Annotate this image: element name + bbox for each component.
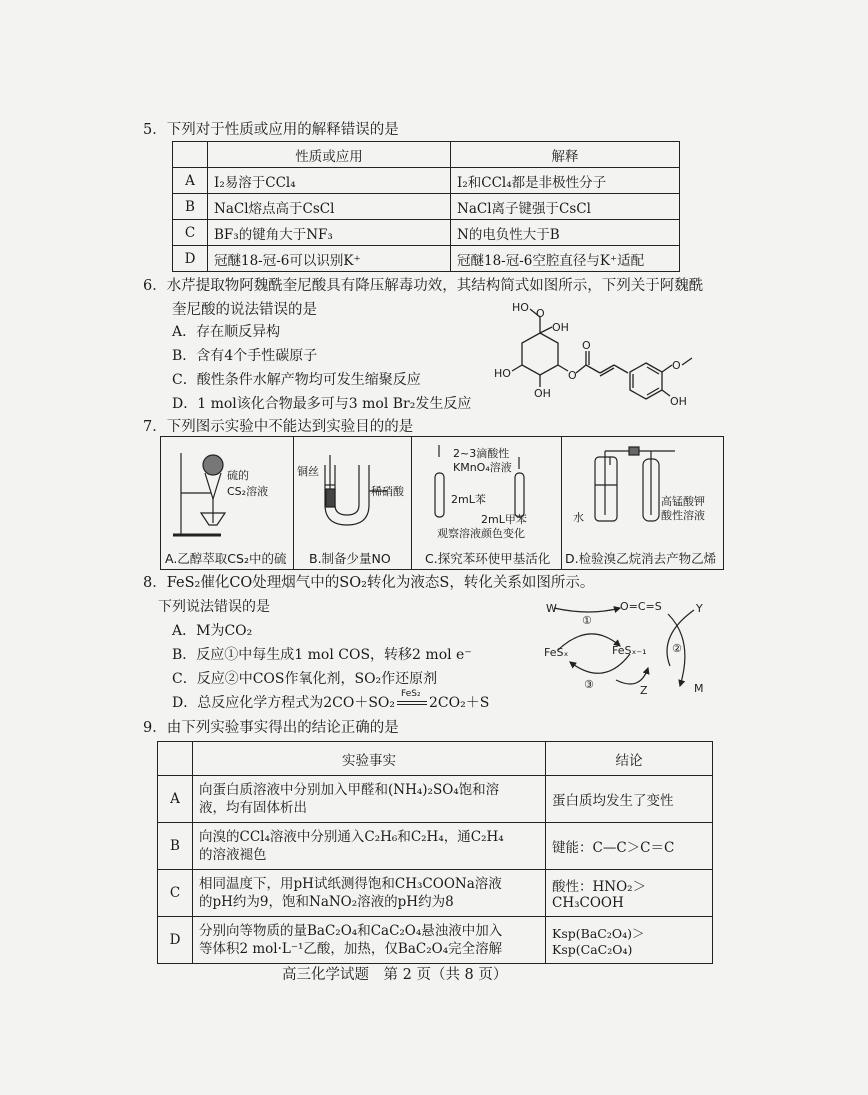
q6-label-o-carbonyl: O: [582, 339, 591, 352]
q6-stem-line2: 奎尼酸的说法错误的是: [172, 302, 317, 318]
q7-c-label1: 2~3滴酸性: [453, 447, 510, 460]
q7-figure-box: [160, 436, 724, 570]
q8-diagram-r3: ③: [584, 678, 594, 691]
q6-quinic-ring: [522, 333, 558, 375]
q6-label-ho-left: HO: [494, 367, 511, 380]
q7-a-label1: 硫的: [227, 469, 249, 482]
q5-row-d-opt: D: [173, 246, 208, 272]
q7-panel-c: [411, 437, 562, 569]
q6-benzene-ring: [630, 363, 662, 399]
q8-diagram-fesx1: FeSₓ₋₁: [612, 644, 647, 657]
q5-header-prop: 性质或应用: [208, 142, 451, 168]
q6-option-d: D．1 mol该化合物最多可与3 mol Br₂发生反应: [172, 396, 472, 412]
q9-row-d-opt: D: [158, 917, 193, 964]
separatory-funnel-icon: [171, 443, 231, 543]
q7-a-caption: A.乙醇萃取CS₂中的硫: [165, 551, 287, 566]
q6-label-ho-top: HO: [512, 301, 529, 314]
q8-option-d-arrow: [395, 689, 429, 712]
q9-row-c-concl: 酸性：HNO₂＞CH₃COOH: [546, 870, 713, 917]
q5-row-c-opt: C: [173, 220, 208, 246]
q6-label-oh-right: OH: [670, 395, 687, 408]
q6-label-oh1: OH: [552, 321, 569, 334]
q7-c-label3: 2mL苯: [451, 493, 486, 506]
q9-header-opt: [158, 742, 193, 776]
q7-d-label2: 高锰酸钾: [661, 495, 705, 508]
q7-panel-d: [561, 437, 723, 569]
q9-header-fact: 实验事实: [193, 742, 546, 776]
q6-label-ome: O: [672, 359, 681, 372]
q8-diagram-ocs: O=C=S: [620, 600, 662, 613]
q5-row-a-opt: A: [173, 168, 208, 194]
q9-row-b-opt: B: [158, 823, 193, 870]
q9-stem: 9．由下列实验事实得出的结论正确的是: [143, 720, 399, 736]
q7-b-label2: 稀硝酸: [371, 485, 404, 498]
q5-stem: 5．下列对于性质或应用的解释错误的是: [143, 122, 399, 138]
q6-option-c: C．酸性条件水解产物均可发生缩聚反应: [172, 372, 421, 388]
q5-row-d-prop: 冠醚18-冠-6可以识别K⁺: [208, 246, 451, 272]
q5-row-a-expl: I₂和CCl₄都是非极性分子: [451, 168, 680, 194]
q7-b-caption: B.制备少量NO: [309, 551, 391, 566]
q6-option-b: B．含有4个手性碳原子: [172, 348, 318, 364]
q8-option-d-catalyst: FeS₂: [401, 689, 421, 699]
q5-row-b-opt: B: [173, 194, 208, 220]
q7-panel-b: [293, 437, 412, 569]
q6-label-oh-bottom: OH: [534, 387, 551, 400]
q5-row-c-expl: N的电负性大于B: [451, 220, 680, 246]
q5-row-b-expl: NaCl离子键强于CsCl: [451, 194, 680, 220]
q5-header-expl: 解释: [451, 142, 680, 168]
q5-row-b-prop: NaCl熔点高于CsCl: [208, 194, 451, 220]
q9-row-b-fact1: 向溴的CCl₄溶液中分别通入C₂H₆和C₂H₄，通C₂H₄: [199, 829, 504, 845]
q9-row-d-concl: Ksp(BaC₂O₄)＞Ksp(CaC₂O₄): [546, 917, 713, 964]
q7-c-label2: KMnO₄溶液: [453, 461, 512, 474]
q6-stem-line1: 6．水芹提取物阿魏酰奎尼酸具有降压解毒功效，其结构简式如图所示，下列关于阿魏酰: [143, 278, 704, 294]
q7-d-caption: D.检验溴乙烷消去产物乙烯: [565, 551, 717, 566]
q7-panel-a: [161, 437, 294, 569]
q8-sub: 下列说法错误的是: [158, 599, 270, 615]
q8-diagram-y: Y: [696, 602, 703, 615]
q6-label-o-top: O: [536, 307, 545, 320]
q7-b-label1: 铜丝: [297, 465, 319, 478]
q5-table: [172, 141, 680, 272]
q5-header-opt: [173, 142, 208, 168]
q7-d-label1: 水: [573, 511, 584, 524]
q7-stem: 7．下列图示实验中不能达到实验目的的是: [143, 419, 414, 435]
q5-row-c-prop: BF₃的键角大于NF₃: [208, 220, 451, 246]
q9-row-c-fact1: 相同温度下，用pH试纸测得饱和CH₃COONa溶液: [199, 876, 502, 892]
page-footer: 高三化学试题 第 2 页（共 8 页）: [282, 967, 508, 983]
q8-stem: 8．FeS₂催化CO处理烟气中的SO₂转化为液态S，转化关系如图所示。: [143, 575, 595, 591]
q8-diagram-m: M: [694, 682, 704, 695]
q5-row-a-prop: I₂易溶于CCl₄: [208, 168, 451, 194]
q9-row-a-concl: 蛋白质均发生了变性: [546, 776, 713, 823]
q9-header-concl: 结论: [546, 742, 713, 776]
q9-row-c-fact2: 的pH约为9，饱和NaNO₂溶液的pH约为8: [199, 894, 454, 910]
q9-row-b-fact2: 的溶液褪色: [199, 847, 267, 863]
q8-option-b: B．反应①中每生成1 mol COS，转移2 mol e⁻: [172, 647, 472, 663]
q8-diagram-w: W: [546, 602, 557, 615]
q9-row-d-fact1: 分别向等物质的量BaC₂O₄和CaC₂O₄悬浊液中加入: [199, 923, 503, 939]
q8-option-d-end: 2CO₂＋S: [429, 695, 490, 711]
q8-diagram-r1: ①: [582, 614, 592, 627]
q8-option-a: A．M为CO₂: [172, 623, 253, 639]
q8-option-c: C．反应②中COS作氧化剂，SO₂作还原剂: [172, 671, 438, 687]
q7-a-label2: CS₂溶液: [227, 485, 269, 498]
q8-option-d-main: D．总反应化学方程式为2CO＋SO₂: [172, 695, 396, 711]
q9-row-d-fact2: 等体积2 mol·L⁻¹乙酸，加热，仅BaC₂O₄完全溶解: [199, 941, 503, 957]
q5-row-d-expl: 冠醚18-冠-6空腔直径与K⁺适配: [451, 246, 680, 272]
q8-option-d: [172, 689, 490, 712]
q7-c-label4: 2mL甲苯: [481, 513, 527, 526]
q9-row-b-concl: 键能：C—C＞C＝C: [546, 823, 713, 870]
q8-diagram-z: Z: [640, 684, 648, 697]
q7-c-label5: 观察溶液颜色变化: [437, 527, 525, 540]
q9-row-a-opt: A: [158, 776, 193, 823]
q9-row-c-opt: C: [158, 870, 193, 917]
q9-table: [157, 741, 713, 964]
q6-label-o-ester: O: [568, 369, 577, 382]
q6-structure-diagram: [490, 295, 710, 413]
q9-row-a-fact2: 液，均有固体析出: [199, 800, 307, 816]
q8-cycle-diagram: [530, 596, 730, 706]
q9-row-a-fact1: 向蛋白质溶液中分别加入甲醛和(NH₄)₂SO₄饱和溶: [199, 782, 500, 798]
q8-diagram-fesx: FeSₓ: [544, 646, 569, 659]
q7-d-label3: 酸性溶液: [661, 509, 705, 522]
q8-diagram-r2: ②: [672, 642, 682, 655]
q7-c-caption: C.探究苯环使甲基活化: [425, 551, 551, 566]
q6-option-a: A．存在顺反异构: [172, 324, 281, 340]
